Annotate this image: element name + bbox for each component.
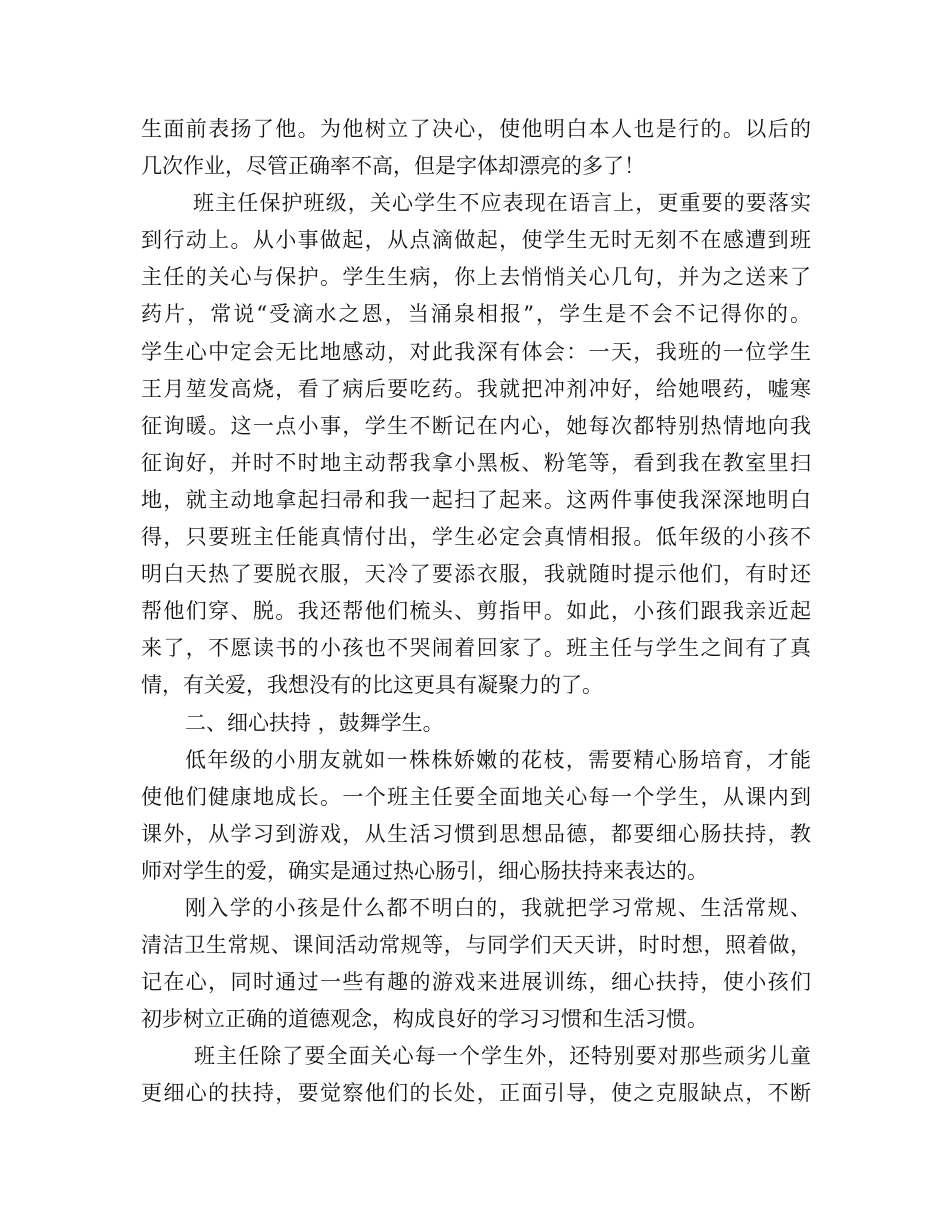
- text-line: 得，只要班主任能真情付出，学生必定会真情相报。低年级的小孩不: [141, 525, 811, 550]
- text-line: 地，就主动地拿起扫帚和我一起扫了起来。这两件事使我深深地明白: [141, 487, 811, 512]
- text-line: 药片，常说“受滴水之恩，当涌泉相报”，学生是不会不记得你的。: [141, 302, 811, 327]
- text-line: 征询暖。这一点小事，学生不断记在内心，她每次都特别热情地向我: [141, 413, 811, 438]
- text-line: 课外，从学习到游戏，从生活习惯到思想品德，都要细心肠扶持，教: [141, 821, 811, 846]
- text-line: 来了，不愿读书的小孩也不哭闹着回家了。班主任与学生之间有了真: [141, 636, 811, 661]
- paragraph-first-line: 班主任保护班级，关心学生不应表现在语言上，更重要的要落实: [193, 191, 811, 216]
- text-line: 情，有关爱，我想没有的比这更具有凝聚力的了。: [141, 673, 603, 698]
- paragraph-first-line: 班主任除了要全面关心每一个学生外，还特别要对那些顽劣儿童: [194, 1044, 811, 1069]
- document-body: [141, 111, 811, 1113]
- text-line: 王月堃发高烧，看了病后要吃药。我就把冲剂冲好，给她喂药，嘘寒: [141, 376, 811, 401]
- text-line: 几次作业，尽管正确率不高，但是字体却漂亮的多了！: [141, 154, 645, 179]
- text-line: 学生心中定会无比地感动，对此我深有体会：一天，我班的一位学生: [141, 339, 811, 364]
- section-heading: 二、细心扶持 ，鼓舞学生。: [185, 710, 444, 735]
- text-line: 更细心的扶持，要觉察他们的长处，正面引导，使之克服缺点，不断: [141, 1081, 811, 1106]
- text-line: 帮他们穿、脱。我还帮他们梳头、剪指甲。如此，小孩们跟我亲近起: [141, 599, 811, 624]
- text-line: 清洁卫生常规、课间活动常规等，与同学们天天讲，时时想，照着做，: [141, 933, 811, 958]
- text-line: 初步树立正确的道德观念，构成良好的学习习惯和生活习惯。: [141, 1007, 708, 1032]
- text-line: 师对学生的爱，确实是通过热心肠引，细心肠扶持来表达的。: [141, 858, 708, 883]
- text-line: 使他们健康地成长。一个班主任要全面地关心每一个学生，从课内到: [141, 784, 811, 809]
- text-line: 生面前表扬了他。为他树立了决心，使他明白本人也是行的。以后的: [141, 117, 811, 141]
- text-line: 记在心，同时通过一些有趣的游戏来进展训练，细心扶持，使小孩们: [141, 970, 811, 995]
- text-line: 到行动上。从小事做起，从点滴做起，使学生无时无刻不在感遭到班: [141, 228, 811, 253]
- text-line: 主任的关心与保护。学生生病，你上去悄悄关心几句，并为之送来了: [141, 265, 811, 290]
- text-line: 征询好，并时不时地主动帮我拿小黑板、粉笔等，看到我在教室里扫: [141, 450, 811, 475]
- text-line: 明白天热了要脱衣服，天冷了要添衣服，我就随时提示他们，有时还: [141, 562, 811, 587]
- paragraph-first-line: 低年级的小朋友就如一株株娇嫩的花枝，需要精心肠培育，才能: [185, 747, 811, 772]
- paragraph-first-line: 刚入学的小孩是什么都不明白的，我就把学习常规、生活常规、: [185, 895, 811, 920]
